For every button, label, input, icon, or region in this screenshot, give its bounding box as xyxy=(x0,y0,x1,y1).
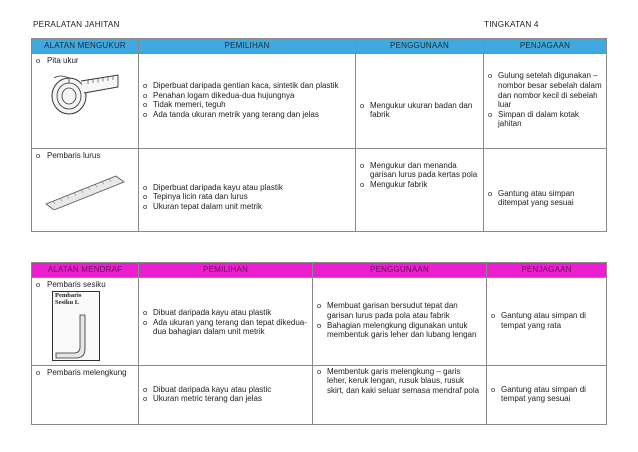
list-item: o Tidak memeri, teguh xyxy=(143,100,351,110)
selection-cell xyxy=(139,365,313,424)
list-item: o Diperbuat daripada gentian kaca, sintetik dan plastik xyxy=(143,81,351,91)
straight-ruler-icon xyxy=(36,170,136,210)
list-item: o Mengukur dan menanda garisan lurus pada kertas pola xyxy=(360,161,479,180)
usage-cell xyxy=(356,53,484,148)
table-row xyxy=(32,365,607,424)
care-cell xyxy=(484,53,607,148)
list-item: o Penahan logam dikedua-dua hujungnya xyxy=(143,91,351,101)
usage-cell xyxy=(313,365,487,424)
list-item: o Diperbuat daripada kayu atau plastik xyxy=(143,183,351,193)
table-row xyxy=(32,53,607,148)
list-item: o Mengukur ukuran badan dan fabrik xyxy=(360,101,479,120)
care-cell xyxy=(487,365,607,424)
list-item: o Bahagian melengkung digunakan untuk membentuk garis leher dan lubang lengan xyxy=(317,321,482,340)
list-item: o Gantung atau simpan ditempat yang sesuai xyxy=(488,189,602,208)
tool-name: o Pembaris melengkung xyxy=(36,368,136,378)
l-square-ruler-icon xyxy=(52,291,100,361)
list-item: o Ukuran tepat dalam unit metrik xyxy=(143,202,351,212)
care-cell xyxy=(487,277,607,365)
usage-cell xyxy=(356,148,484,231)
column-header: ALATAN MENGUKUR xyxy=(32,39,139,54)
list-item: o Ada ukuran yang terang dan tepat dikedua-dua bahagian dalam unit metrik xyxy=(143,318,308,337)
drafting-tools-table xyxy=(31,262,607,425)
list-item: o Dibuat daripada kayu atau plastik xyxy=(143,308,308,318)
list-item: o Ukuran metric terang dan jelas xyxy=(143,394,308,404)
tape-measure-icon xyxy=(36,71,136,119)
tool-name-cell xyxy=(32,365,139,424)
tool-name-cell xyxy=(32,277,139,365)
image-caption: Sesiku L xyxy=(55,299,80,306)
column-header: ALATAN MENDRAF xyxy=(32,263,139,278)
list-item: o Mengukur fabrik xyxy=(360,180,479,190)
list-item: o Gulung setelah digunakan – nombor besar sebelah dalam dan nombor kecil di sebelah luar xyxy=(488,71,602,109)
care-cell xyxy=(484,148,607,231)
selection-cell xyxy=(139,53,356,148)
column-header: PENJAGAAN xyxy=(487,263,607,278)
table-row xyxy=(32,148,607,231)
column-header: PENGGUNAAN xyxy=(313,263,487,278)
list-item: o Ada tanda ukuran metrik yang terang dan jelas xyxy=(143,110,351,120)
list-item: o Dibuat daripada kayu atau plastic xyxy=(143,385,308,395)
list-item: o Membentuk garis melengkung – garis leher, keruk lengan, rusuk blaus, rusuk skirt, dan kaki seluar semasa mendraf pola xyxy=(317,367,482,396)
table-header-row xyxy=(32,39,607,54)
usage-cell xyxy=(313,277,487,365)
tool-name-cell xyxy=(32,53,139,148)
list-item: o Gantung atau simpan di tempat yang rata xyxy=(491,311,602,330)
column-header: PEMILIHAN xyxy=(139,39,356,54)
list-item: o Membuat garisan bersudut tepat dan garisan lurus pada pola atau fabrik xyxy=(317,301,482,320)
selection-cell xyxy=(139,148,356,231)
list-item: o Tepinya licin rata dan lurus xyxy=(143,192,351,202)
list-item: o Gantung atau simpan di tempat yang sesuai xyxy=(491,385,602,404)
tool-name: o Pembaris sesiku xyxy=(36,280,136,290)
list-item: o Simpan di dalam kotak jahitan xyxy=(488,110,602,129)
form-level: TINGKATAN 4 xyxy=(484,20,539,29)
column-header: PENGGUNAAN xyxy=(356,39,484,54)
column-header: PENJAGAAN xyxy=(484,39,607,54)
measuring-tools-table xyxy=(31,38,607,232)
tool-name: o Pembaris lurus xyxy=(36,151,136,161)
table-header-row xyxy=(32,263,607,278)
tool-name: o Pita ukur xyxy=(36,56,136,66)
table-row xyxy=(32,277,607,365)
image-caption: Pembaris xyxy=(55,292,82,300)
column-header: PEMILIHAN xyxy=(139,263,313,278)
tool-name-cell xyxy=(32,148,139,231)
selection-cell xyxy=(139,277,313,365)
document-title: PERALATAN JAHITAN xyxy=(33,20,120,29)
